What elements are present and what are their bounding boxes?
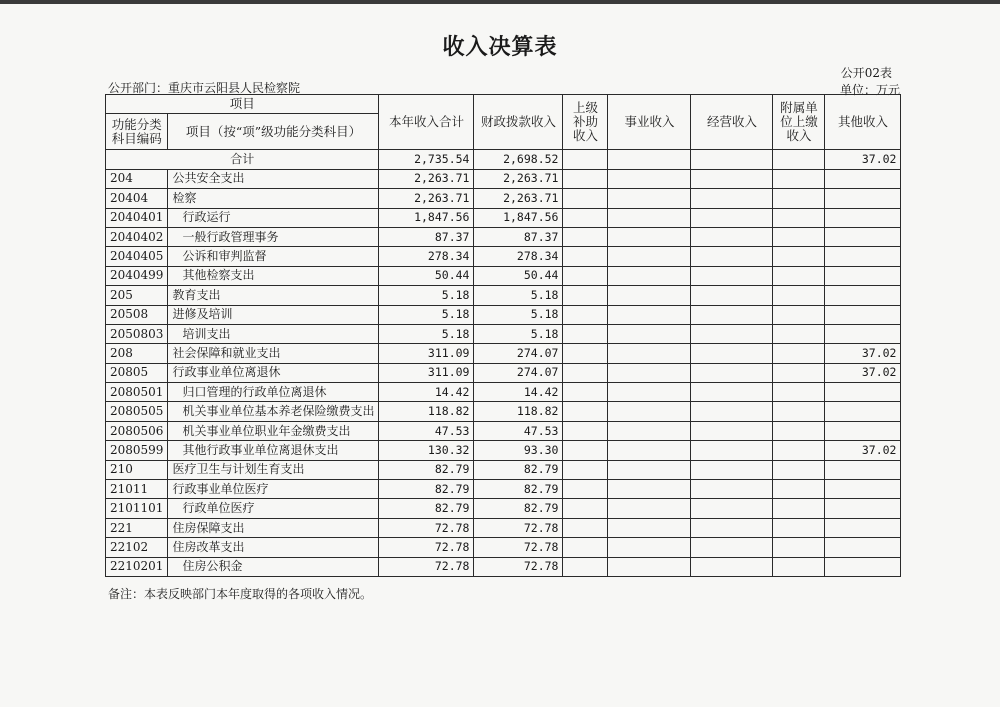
total-affiliated (773, 150, 825, 169)
cell-operating (691, 286, 773, 305)
cell-operating (691, 266, 773, 285)
cell-operating (691, 480, 773, 499)
cell-other (825, 227, 901, 246)
cell-affiliated (773, 460, 825, 479)
cell-other (825, 305, 901, 324)
cell-superior (563, 383, 608, 402)
cell-operating (691, 324, 773, 343)
cell-operating (691, 247, 773, 266)
cell-code: 2040405 (106, 247, 168, 266)
cell-total: 82.79 (379, 499, 474, 518)
cell-affiliated (773, 421, 825, 440)
cell-business (608, 169, 691, 188)
cell-total: 5.18 (379, 305, 474, 324)
cell-affiliated (773, 189, 825, 208)
cell-code: 20805 (106, 363, 168, 382)
table-row (106, 344, 901, 363)
cell-business (608, 247, 691, 266)
cell-superior (563, 421, 608, 440)
cell-name: 教育支出 (168, 286, 379, 305)
cell-superior (563, 344, 608, 363)
cell-code: 20404 (106, 189, 168, 208)
cell-business (608, 538, 691, 557)
cell-code: 2080505 (106, 402, 168, 421)
cell-other (825, 460, 901, 479)
cell-superior (563, 441, 608, 460)
cell-total: 278.34 (379, 247, 474, 266)
cell-fiscal: 82.79 (474, 460, 563, 479)
cell-code: 2050803 (106, 324, 168, 343)
cell-other (825, 189, 901, 208)
cell-operating (691, 499, 773, 518)
department-label: 公开部门： (108, 81, 169, 95)
cell-operating (691, 363, 773, 382)
cell-name: 一般行政管理事务 (168, 227, 379, 246)
table-row (106, 518, 901, 537)
cell-superior (563, 402, 608, 421)
cell-other (825, 402, 901, 421)
cell-other: 37.02 (825, 363, 901, 382)
cell-other (825, 208, 901, 227)
cell-fiscal: 14.42 (474, 383, 563, 402)
cell-fiscal: 2,263.71 (474, 189, 563, 208)
table-row (106, 421, 901, 440)
cell-operating (691, 402, 773, 421)
cell-name: 社会保障和就业支出 (168, 344, 379, 363)
cell-affiliated (773, 169, 825, 188)
cell-fiscal: 72.78 (474, 557, 563, 576)
header-fiscal: 财政拨款收入 (474, 95, 563, 150)
total-label: 合计 (106, 150, 379, 169)
cell-operating (691, 169, 773, 188)
cell-code: 2101101 (106, 499, 168, 518)
total-business (608, 150, 691, 169)
cell-total: 2,263.71 (379, 189, 474, 208)
cell-business (608, 383, 691, 402)
cell-operating (691, 441, 773, 460)
table-row (106, 305, 901, 324)
cell-superior (563, 499, 608, 518)
cell-affiliated (773, 441, 825, 460)
cell-code: 22102 (106, 538, 168, 557)
cell-business (608, 227, 691, 246)
total-fiscal: 2,698.52 (474, 150, 563, 169)
cell-code: 21011 (106, 480, 168, 499)
cell-other (825, 383, 901, 402)
cell-affiliated (773, 266, 825, 285)
cell-superior (563, 324, 608, 343)
cell-name: 行政单位医疗 (168, 499, 379, 518)
cell-superior (563, 286, 608, 305)
total-other: 37.02 (825, 150, 901, 169)
table-row (106, 480, 901, 499)
cell-business (608, 441, 691, 460)
total-operating (691, 150, 773, 169)
cell-business (608, 460, 691, 479)
table-row (106, 441, 901, 460)
cell-fiscal: 5.18 (474, 286, 563, 305)
cell-total: 1,847.56 (379, 208, 474, 227)
cell-total: 5.18 (379, 324, 474, 343)
cell-name: 行政运行 (168, 208, 379, 227)
cell-other (825, 421, 901, 440)
cell-operating (691, 557, 773, 576)
cell-superior (563, 247, 608, 266)
cell-code: 2080501 (106, 383, 168, 402)
table-row (106, 499, 901, 518)
cell-name: 住房改革支出 (168, 538, 379, 557)
cell-other (825, 247, 901, 266)
cell-other (825, 557, 901, 576)
cell-code: 205 (106, 286, 168, 305)
cell-fiscal: 274.07 (474, 344, 563, 363)
cell-operating (691, 227, 773, 246)
table-row (106, 169, 901, 188)
cell-superior (563, 266, 608, 285)
cell-name: 进修及培训 (168, 305, 379, 324)
header-name: 项目（按“项”级功能分类科目） (168, 114, 379, 150)
cell-operating (691, 460, 773, 479)
table-row (106, 402, 901, 421)
cell-fiscal: 87.37 (474, 227, 563, 246)
cell-code: 221 (106, 518, 168, 537)
cell-total: 311.09 (379, 363, 474, 382)
cell-other (825, 518, 901, 537)
cell-operating (691, 189, 773, 208)
table-row (106, 208, 901, 227)
cell-total: 130.32 (379, 441, 474, 460)
cell-code: 210 (106, 460, 168, 479)
cell-business (608, 363, 691, 382)
cell-operating (691, 538, 773, 557)
form-code: 公开02表 (840, 66, 892, 80)
cell-affiliated (773, 363, 825, 382)
cell-other (825, 499, 901, 518)
footnote: 备注：本表反映部门本年度取得的各项收入情况。 (108, 587, 373, 601)
cell-superior (563, 169, 608, 188)
cell-total: 47.53 (379, 421, 474, 440)
cell-total: 14.42 (379, 383, 474, 402)
table-row (106, 227, 901, 246)
cell-name: 住房公积金 (168, 557, 379, 576)
table-row (106, 247, 901, 266)
table-row (106, 460, 901, 479)
cell-name: 行政事业单位医疗 (168, 480, 379, 499)
cell-name: 其他检察支出 (168, 266, 379, 285)
cell-affiliated (773, 557, 825, 576)
cell-other (825, 169, 901, 188)
cell-name: 培训支出 (168, 324, 379, 343)
cell-name: 机关事业单位职业年金缴费支出 (168, 421, 379, 440)
header-code: 功能分类科目编码 (106, 114, 168, 150)
total-row (106, 150, 901, 169)
cell-business (608, 557, 691, 576)
cell-total: 82.79 (379, 460, 474, 479)
cell-business (608, 208, 691, 227)
income-table (105, 94, 901, 577)
header-affiliated: 附属单位上缴收入 (773, 95, 825, 150)
cell-name: 公诉和审判监督 (168, 247, 379, 266)
cell-fiscal: 72.78 (474, 538, 563, 557)
table-row (106, 538, 901, 557)
cell-code: 20508 (106, 305, 168, 324)
cell-affiliated (773, 247, 825, 266)
cell-affiliated (773, 305, 825, 324)
cell-affiliated (773, 499, 825, 518)
cell-superior (563, 305, 608, 324)
table-row (106, 266, 901, 285)
cell-total: 5.18 (379, 286, 474, 305)
cell-total: 72.78 (379, 557, 474, 576)
cell-business (608, 189, 691, 208)
cell-fiscal: 47.53 (474, 421, 563, 440)
header-superior: 上级补助收入 (563, 95, 608, 150)
header-item: 项目 (106, 95, 379, 114)
cell-name: 归口管理的行政单位离退休 (168, 383, 379, 402)
table-row (106, 324, 901, 343)
cell-code: 2210201 (106, 557, 168, 576)
table-row (106, 383, 901, 402)
cell-affiliated (773, 402, 825, 421)
cell-affiliated (773, 538, 825, 557)
cell-business (608, 499, 691, 518)
cell-code: 2040402 (106, 227, 168, 246)
cell-name: 机关事业单位基本养老保险缴费支出 (168, 402, 379, 421)
page-title: 收入决算表 (442, 34, 558, 60)
cell-total: 82.79 (379, 480, 474, 499)
cell-other (825, 324, 901, 343)
cell-affiliated (773, 383, 825, 402)
cell-code: 2080506 (106, 421, 168, 440)
total-superior (563, 150, 608, 169)
cell-other (825, 538, 901, 557)
cell-name: 医疗卫生与计划生育支出 (168, 460, 379, 479)
cell-fiscal: 82.79 (474, 480, 563, 499)
cell-code: 2040499 (106, 266, 168, 285)
total-total: 2,735.54 (379, 150, 474, 169)
department-name: 重庆市云阳县人民检察院 (168, 81, 301, 95)
cell-operating (691, 208, 773, 227)
cell-fiscal: 1,847.56 (474, 208, 563, 227)
cell-superior (563, 227, 608, 246)
cell-total: 50.44 (379, 266, 474, 285)
cell-fiscal: 93.30 (474, 441, 563, 460)
cell-total: 87.37 (379, 227, 474, 246)
cell-affiliated (773, 324, 825, 343)
cell-business (608, 344, 691, 363)
cell-total: 311.09 (379, 344, 474, 363)
cell-superior (563, 480, 608, 499)
cell-operating (691, 305, 773, 324)
cell-other (825, 480, 901, 499)
cell-business (608, 324, 691, 343)
cell-fiscal: 2,263.71 (474, 169, 563, 188)
cell-fiscal: 82.79 (474, 499, 563, 518)
cell-affiliated (773, 286, 825, 305)
cell-operating (691, 518, 773, 537)
cell-total: 118.82 (379, 402, 474, 421)
cell-superior (563, 538, 608, 557)
cell-fiscal: 72.78 (474, 518, 563, 537)
cell-business (608, 480, 691, 499)
cell-name: 住房保障支出 (168, 518, 379, 537)
table-row (106, 557, 901, 576)
cell-total: 72.78 (379, 518, 474, 537)
cell-superior (563, 557, 608, 576)
cell-affiliated (773, 227, 825, 246)
header-business: 事业收入 (608, 95, 691, 150)
cell-superior (563, 460, 608, 479)
cell-superior (563, 518, 608, 537)
cell-code: 208 (106, 344, 168, 363)
cell-fiscal: 5.18 (474, 305, 563, 324)
cell-operating (691, 344, 773, 363)
table-row (106, 189, 901, 208)
cell-fiscal: 278.34 (474, 247, 563, 266)
cell-name: 检察 (168, 189, 379, 208)
cell-name: 其他行政事业单位离退休支出 (168, 441, 379, 460)
cell-name: 公共安全支出 (168, 169, 379, 188)
cell-business (608, 266, 691, 285)
table-row (106, 363, 901, 382)
cell-code: 2080599 (106, 441, 168, 460)
cell-name: 行政事业单位离退休 (168, 363, 379, 382)
table-row (106, 286, 901, 305)
cell-affiliated (773, 480, 825, 499)
cell-other: 37.02 (825, 344, 901, 363)
cell-code: 204 (106, 169, 168, 188)
cell-fiscal: 50.44 (474, 266, 563, 285)
cell-business (608, 305, 691, 324)
cell-code: 2040401 (106, 208, 168, 227)
unit-label: 单位：万元 (839, 83, 900, 97)
cell-business (608, 402, 691, 421)
cell-business (608, 518, 691, 537)
cell-affiliated (773, 344, 825, 363)
cell-business (608, 286, 691, 305)
cell-affiliated (773, 208, 825, 227)
cell-business (608, 421, 691, 440)
cell-other: 37.02 (825, 441, 901, 460)
header-other: 其他收入 (825, 95, 901, 150)
cell-operating (691, 421, 773, 440)
cell-fiscal: 5.18 (474, 324, 563, 343)
cell-superior (563, 189, 608, 208)
cell-superior (563, 363, 608, 382)
header-total: 本年收入合计 (379, 95, 474, 150)
header-operating: 经营收入 (691, 95, 773, 150)
cell-total: 2,263.71 (379, 169, 474, 188)
cell-other (825, 286, 901, 305)
cell-fiscal: 274.07 (474, 363, 563, 382)
cell-superior (563, 208, 608, 227)
cell-fiscal: 118.82 (474, 402, 563, 421)
cell-other (825, 266, 901, 285)
cell-affiliated (773, 518, 825, 537)
cell-operating (691, 383, 773, 402)
scan-edge (0, 0, 1000, 4)
cell-total: 72.78 (379, 538, 474, 557)
